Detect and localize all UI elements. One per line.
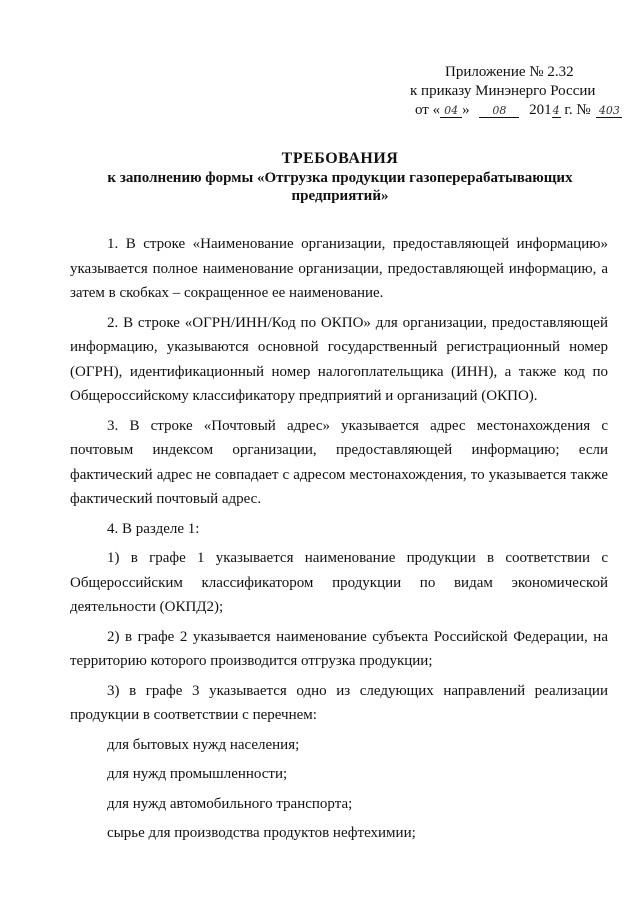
list-item: для бытовых нужд населения; xyxy=(107,736,300,753)
appendix-header xyxy=(410,63,620,120)
date-prefix: от « xyxy=(415,102,441,118)
list-item: сырье для производства продуктов нефтехимии; xyxy=(107,825,416,841)
date-year-suffix: г. № xyxy=(560,102,591,118)
list-item: для нужд промышленности; xyxy=(107,766,288,782)
appendix-order-ref: к приказу Минэнерго России xyxy=(410,83,596,99)
paragraph-4: 4. В разделе 1: xyxy=(107,520,200,537)
paragraph-3: 3. В строке «Почтовый адрес» указывается адрес местонахождения с почтовым индексом организации, предоставляющей информацию; если фактический адрес не совпадает с адресом местонахождения, то указывается также фактический почтовый адрес. xyxy=(70,417,608,507)
date-day-handwritten: 04 xyxy=(440,104,462,118)
paragraph-1: 1. В строке «Наименование организации, предоставляющей информацию» указывается полное наименование организации, предоставляющей информацию, а затем в скобках – сокращенное ее наименование. xyxy=(70,236,608,301)
date-year-digit-handwritten: 4 xyxy=(552,104,560,117)
list-item: для нужд автомобильного транспорта; xyxy=(107,795,353,812)
paragraph-2: 2. В строке «ОГРН/ИНН/Код по ОКПО» для организации, предоставляющей информацию, указываются основной государственный регистрационный номер (ОГРН), идентификационный номер налогоплательщика (ИНН), а также код по Общероссийскому классификатору предприятий и организаций (ОКПО). xyxy=(70,314,608,404)
date-year-prefix: 201 xyxy=(529,102,552,118)
date-month-handwritten: 08 xyxy=(479,104,519,118)
date-mid: » xyxy=(462,102,470,118)
order-number-handwritten: 403 xyxy=(596,104,622,118)
appendix-number: Приложение № 2.32 xyxy=(445,64,574,80)
title-subheading: к заполнению формы «Отгрузка продукции газоперерабатывающих предприятий» xyxy=(107,170,573,204)
appendix-date-line xyxy=(410,101,620,120)
paragraph-5: 1) в графе 1 указывается наименование продукции в соответствии с Общероссийским классификатором продукции по видам экономической деятельности (ОКПД2); xyxy=(70,550,608,615)
title-heading: ТРЕБОВАНИЯ xyxy=(281,150,399,167)
paragraph-6: 2) в графе 2 указывается наименование субъекта Российской Федерации, на территорию которого производится отгрузка продукции; xyxy=(70,628,608,669)
document-body xyxy=(70,232,608,846)
paragraph-7: 3) в графе 3 указывается одно из следующих направлений реализации продукции в соответствии с перечнем: xyxy=(70,682,608,723)
document-title xyxy=(70,150,610,205)
